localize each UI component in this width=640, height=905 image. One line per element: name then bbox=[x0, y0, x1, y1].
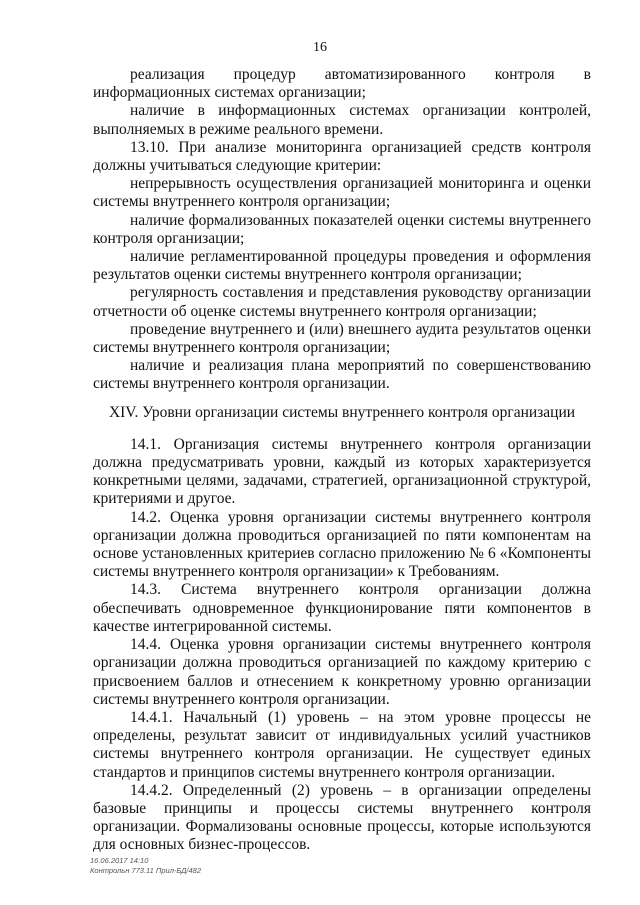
paragraph-improvement-plan: наличие и реализация плана мероприятий по совершенствованию системы внутреннего контроля организации. bbox=[93, 357, 591, 393]
paragraph-14-4-2: 14.4.2. Определенный (2) уровень – в организации определены базовые принципы и процессы системы внутреннего контроля организации. Формализованы основные процессы, которые используются для основных бизнес-процессов. bbox=[93, 781, 591, 854]
paragraph-formal-indicators: наличие формализованных показателей оценки системы внутреннего контроля организации; bbox=[93, 211, 591, 247]
page-number: 16 bbox=[313, 40, 327, 55]
footer-timestamp: 16.06.2017 14:10 bbox=[90, 856, 149, 865]
paragraph-13-10: 13.10. При анализе мониторинга организацией средств контроля должны учитываться следующие критерии: bbox=[93, 138, 591, 175]
paragraph-automated-control: реализация процедур автоматизированного контроля в информационных системах организации; bbox=[93, 66, 591, 102]
paragraph-monitoring-continuity: непрерывность осуществления организацией мониторинга и оценки системы внутреннего контроля организации; bbox=[93, 175, 591, 211]
paragraph-14-4: 14.4. Оценка уровня организации системы внутреннего контроля организации должна проводиться организацией по каждому критерию с присвоением баллов и отнесением к конкретному уровню организации системы внутреннего контроля организации. bbox=[93, 636, 591, 708]
paragraph-14-4-1: 14.4.1. Начальный (1) уровень – на этом уровне процессы не определены, результат зависит от индивидуальных усилий участников системы внутреннего контроля организации. Не существует единых стандартов и принципов системы внутреннего контроля организации. bbox=[93, 708, 591, 781]
paragraph-14-3: 14.3. Система внутреннего контроля организации должна обеспечивать одновременное функционирование пяти компонентов в качестве интегрированной системы. bbox=[93, 581, 591, 635]
paragraph-14-2: 14.2. Оценка уровня организации системы внутреннего контроля организации должна проводиться организацией по пяти компонентам на основе установленных критериев согласно приложению № 6 «Компоненты системы внутреннего контроля организации» к Требованиям. bbox=[93, 508, 591, 581]
paragraph-audit: проведение внутреннего и (или) внешнего аудита результатов оценки системы внутреннего контроля организации; bbox=[93, 320, 591, 357]
section-heading: XIV. Уровни организации системы внутреннего контроля организации bbox=[108, 403, 576, 421]
footer-reference: Контрольн 773.11 Прил-БД/482 bbox=[90, 866, 202, 875]
document-body bbox=[93, 66, 591, 855]
print-footer bbox=[90, 856, 201, 876]
paragraph-14-1: 14.1. Организация системы внутреннего контроля организации должна предусматривать уровни, каждый из которых характеризуется конкретными целями, задачами, стратегией, организационной структурой, критериями и другое. bbox=[93, 435, 591, 508]
paragraph-reporting-regularity: регулярность составления и представления руководству организации отчетности об оценке системы внутреннего контроля организации; bbox=[93, 284, 591, 320]
paragraph-regulated-procedure: наличие регламентированной процедуры проведения и оформления результатов оценки системы внутреннего контроля организации; bbox=[93, 248, 591, 284]
paragraph-realtime-controls: наличие в информационных системах организации контролей, выполняемых в режиме реального времени. bbox=[93, 102, 591, 138]
